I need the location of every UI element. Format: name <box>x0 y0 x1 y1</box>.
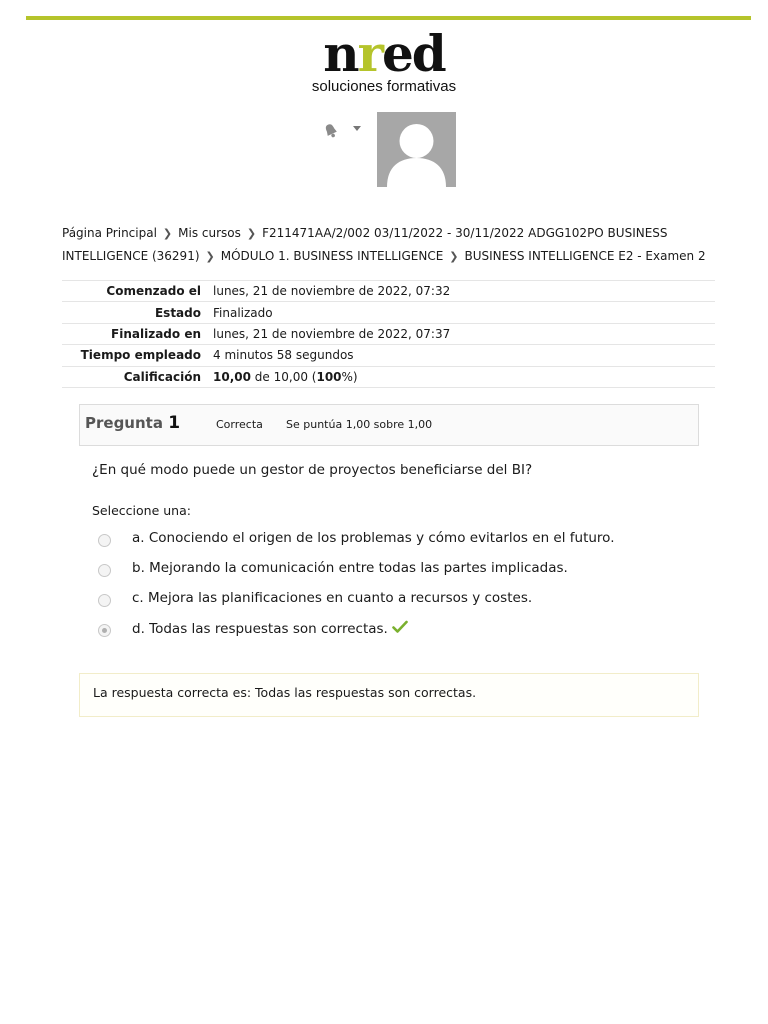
logo-tagline: soluciones formativas <box>311 78 457 95</box>
question-info-box <box>79 404 699 446</box>
header-accent-bar <box>26 16 751 20</box>
chevron-right-icon: ❯ <box>449 250 459 263</box>
chevron-right-icon: ❯ <box>162 227 173 240</box>
summary-value: 4 minutos 58 segundos <box>207 345 715 366</box>
avatar[interactable] <box>377 112 456 187</box>
caret-down-icon[interactable] <box>353 126 361 131</box>
answer-label[interactable]: c. Mejora las planificaciones en cuanto a recursos y costes. <box>132 590 533 606</box>
breadcrumb-course[interactable]: F211471AA/2/002 03/11/2022 - 30/11/2022 ADGG102PO BUSINESS INTELLIGENCE (36291) <box>62 226 668 263</box>
bell-icon[interactable] <box>322 122 340 140</box>
summary-row-started <box>62 281 715 302</box>
answer-prompt: Seleccione una: <box>92 503 191 518</box>
breadcrumb-my-courses[interactable]: Mis cursos <box>178 226 241 240</box>
summary-value: lunes, 21 de noviembre de 2022, 07:37 <box>207 323 715 344</box>
breadcrumb <box>62 222 722 268</box>
radio-button-selected[interactable] <box>98 624 111 637</box>
logo-wordmark: nred <box>323 24 445 83</box>
summary-row-grade <box>62 366 715 387</box>
answer-option-b[interactable] <box>96 558 656 588</box>
correct-answer-feedback: La respuesta correcta es: Todas las respuestas son correctas. <box>93 685 477 700</box>
grade-close: %) <box>341 369 358 384</box>
question-title-label: Pregunta <box>85 414 163 432</box>
summary-label: Comenzado el <box>62 281 207 302</box>
summary-label: Calificación <box>62 366 207 387</box>
summary-label: Finalizado en <box>62 323 207 344</box>
summary-label: Estado <box>62 302 207 323</box>
summary-value <box>207 366 715 387</box>
radio-button[interactable] <box>98 534 111 547</box>
question-title <box>85 413 180 433</box>
summary-value: lunes, 21 de noviembre de 2022, 07:32 <box>207 281 715 302</box>
answer-label[interactable]: a. Conociendo el origen de los problemas y cómo evitarlos en el futuro. <box>132 530 615 546</box>
checkmark-icon <box>392 620 408 638</box>
summary-value: Finalizado <box>207 302 715 323</box>
summary-row-finished <box>62 323 715 344</box>
answer-option-d[interactable] <box>96 618 656 648</box>
user-menu <box>320 112 460 188</box>
answer-label: d. Todas las respuestas son correctas. <box>132 621 388 637</box>
answer-label[interactable]: b. Mejorando la comunicación entre todas las partes implicadas. <box>132 560 568 576</box>
chevron-right-icon: ❯ <box>246 227 257 240</box>
grade-percent: 100 <box>316 369 342 384</box>
summary-row-time <box>62 345 715 366</box>
attempt-summary-table <box>62 280 715 388</box>
answer-label-wrap[interactable] <box>132 620 408 638</box>
brand-logo[interactable] <box>0 24 768 95</box>
grade-of: de 10,00 ( <box>254 369 317 384</box>
chevron-right-icon: ❯ <box>205 250 215 263</box>
grade-score: 10,00 <box>213 369 251 384</box>
breadcrumb-module[interactable]: MÓDULO 1. BUSINESS INTELLIGENCE <box>220 249 444 263</box>
breadcrumb-exam[interactable]: BUSINESS INTELLIGENCE E2 - Examen 2 <box>464 249 706 263</box>
breadcrumb-home[interactable]: Página Principal <box>62 226 157 240</box>
summary-label: Tiempo empleado <box>62 345 207 366</box>
answer-options <box>96 528 656 648</box>
answer-option-a[interactable] <box>96 528 656 558</box>
question-state: Correcta <box>216 418 263 431</box>
question-number: 1 <box>168 413 181 433</box>
answer-option-c[interactable] <box>96 588 656 618</box>
summary-row-state <box>62 302 715 323</box>
radio-button[interactable] <box>98 594 111 607</box>
feedback-box <box>79 673 699 717</box>
question-text: ¿En qué modo puede un gestor de proyectos beneficiarse del BI? <box>92 462 533 478</box>
question-grade: Se puntúa 1,00 sobre 1,00 <box>286 418 433 431</box>
radio-button[interactable] <box>98 564 111 577</box>
user-silhouette-icon <box>377 112 456 187</box>
